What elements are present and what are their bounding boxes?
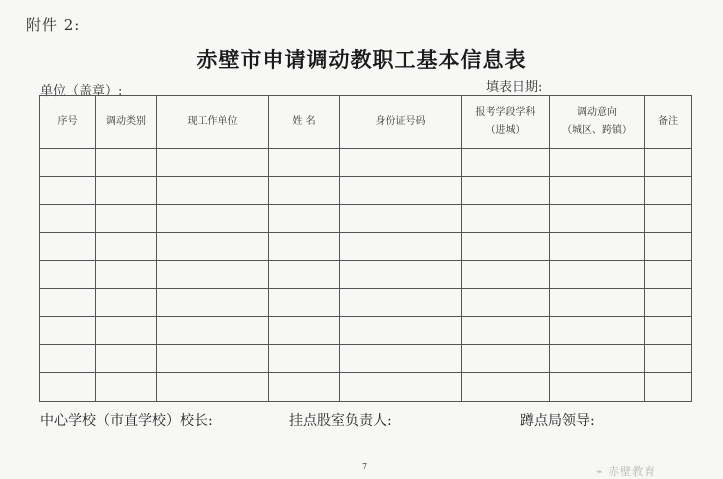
table-cell[interactable] (340, 261, 462, 289)
table-cell[interactable] (550, 373, 645, 402)
table-cell[interactable] (269, 233, 340, 261)
watermark: ⌁ 赤壁教育 (596, 465, 657, 478)
fill-date-label: 填表日期: (486, 80, 543, 95)
table-cell[interactable] (157, 317, 269, 345)
table-cell[interactable] (550, 205, 645, 233)
table-row (40, 317, 692, 345)
table-cell[interactable] (157, 373, 269, 402)
table-cell[interactable] (340, 205, 462, 233)
office-head-signature-label: 挂点股室负责人: (289, 413, 392, 429)
table-cell[interactable] (269, 205, 340, 233)
unit-seal-label: 单位（盖章）: (40, 84, 123, 99)
table-cell[interactable] (40, 261, 96, 289)
table-cell[interactable] (40, 233, 96, 261)
table-cell[interactable] (96, 261, 157, 289)
table-cell[interactable] (340, 233, 462, 261)
table-cell[interactable] (96, 373, 157, 402)
table-cell[interactable] (645, 177, 692, 205)
table-cell[interactable] (269, 317, 340, 345)
col-header-current-unit: 现工作单位 (157, 96, 269, 149)
bureau-leader-signature-label: 蹲点局领导: (520, 413, 595, 429)
table-cell[interactable] (645, 317, 692, 345)
principal-signature-label: 中心学校（市直学校）校长: (40, 413, 213, 429)
table-cell[interactable] (645, 261, 692, 289)
table-cell[interactable] (340, 373, 462, 402)
table-cell[interactable] (550, 177, 645, 205)
table-cell[interactable] (157, 149, 269, 177)
table-cell[interactable] (462, 345, 550, 373)
table-row (40, 149, 692, 177)
table-row (40, 177, 692, 205)
table-cell[interactable] (96, 317, 157, 345)
table-cell[interactable] (40, 205, 96, 233)
table-cell[interactable] (462, 317, 550, 345)
table-cell[interactable] (645, 345, 692, 373)
col-header-transfer-intent: 调动意向 （城区、跨镇） (550, 96, 645, 149)
table-cell[interactable] (269, 177, 340, 205)
table-cell[interactable] (96, 289, 157, 317)
table-header-row (40, 96, 692, 149)
table-cell[interactable] (157, 205, 269, 233)
table-cell[interactable] (269, 289, 340, 317)
table-cell[interactable] (40, 373, 96, 402)
table-cell[interactable] (340, 289, 462, 317)
table-cell[interactable] (550, 261, 645, 289)
table-row (40, 261, 692, 289)
table-row (40, 289, 692, 317)
table-cell[interactable] (462, 373, 550, 402)
table-cell[interactable] (550, 345, 645, 373)
table-cell[interactable] (96, 345, 157, 373)
page-title: 赤壁市申请调动教职工基本信息表 (196, 47, 527, 72)
table-cell[interactable] (40, 345, 96, 373)
table-cell[interactable] (269, 345, 340, 373)
table-cell[interactable] (645, 233, 692, 261)
table-cell[interactable] (40, 149, 96, 177)
table-cell[interactable] (340, 317, 462, 345)
col-header-transfer-type: 调动类别 (96, 96, 157, 149)
table-cell[interactable] (269, 261, 340, 289)
col-header-exam-subject: 报考学段学科 （进城） (462, 96, 550, 149)
table-cell[interactable] (96, 149, 157, 177)
table-cell[interactable] (340, 345, 462, 373)
table-cell[interactable] (96, 233, 157, 261)
table-cell[interactable] (462, 177, 550, 205)
table-cell[interactable] (40, 289, 96, 317)
table-cell[interactable] (645, 205, 692, 233)
table-cell[interactable] (157, 261, 269, 289)
page-number: 7 (362, 462, 368, 471)
table-cell[interactable] (40, 177, 96, 205)
table-cell[interactable] (645, 373, 692, 402)
col-header-serial: 序号 (40, 96, 96, 149)
table-cell[interactable] (157, 177, 269, 205)
table-cell[interactable] (157, 345, 269, 373)
table-cell[interactable] (96, 177, 157, 205)
attachment-label: 附件 2: (26, 16, 81, 34)
table-cell[interactable] (462, 289, 550, 317)
table-cell[interactable] (269, 149, 340, 177)
info-table (39, 95, 692, 402)
table-cell[interactable] (96, 205, 157, 233)
table-cell[interactable] (462, 149, 550, 177)
table-cell[interactable] (645, 149, 692, 177)
table-cell[interactable] (462, 205, 550, 233)
col-header-id-number: 身份证号码 (340, 96, 462, 149)
table-cell[interactable] (550, 149, 645, 177)
watermark-logo-icon: ⌁ (596, 465, 604, 478)
col-header-name: 姓 名 (269, 96, 340, 149)
table-cell[interactable] (157, 233, 269, 261)
col-header-remarks: 备注 (645, 96, 692, 149)
table-cell[interactable] (550, 233, 645, 261)
table-row (40, 233, 692, 261)
table-cell[interactable] (645, 289, 692, 317)
table-cell[interactable] (550, 289, 645, 317)
table-cell[interactable] (462, 261, 550, 289)
table-cell[interactable] (462, 233, 550, 261)
table-cell[interactable] (340, 149, 462, 177)
table-row (40, 345, 692, 373)
table-cell[interactable] (40, 317, 96, 345)
table-row (40, 373, 692, 402)
table-cell[interactable] (269, 373, 340, 402)
table-cell[interactable] (340, 177, 462, 205)
table-row (40, 205, 692, 233)
table-cell[interactable] (157, 289, 269, 317)
table-cell[interactable] (550, 317, 645, 345)
